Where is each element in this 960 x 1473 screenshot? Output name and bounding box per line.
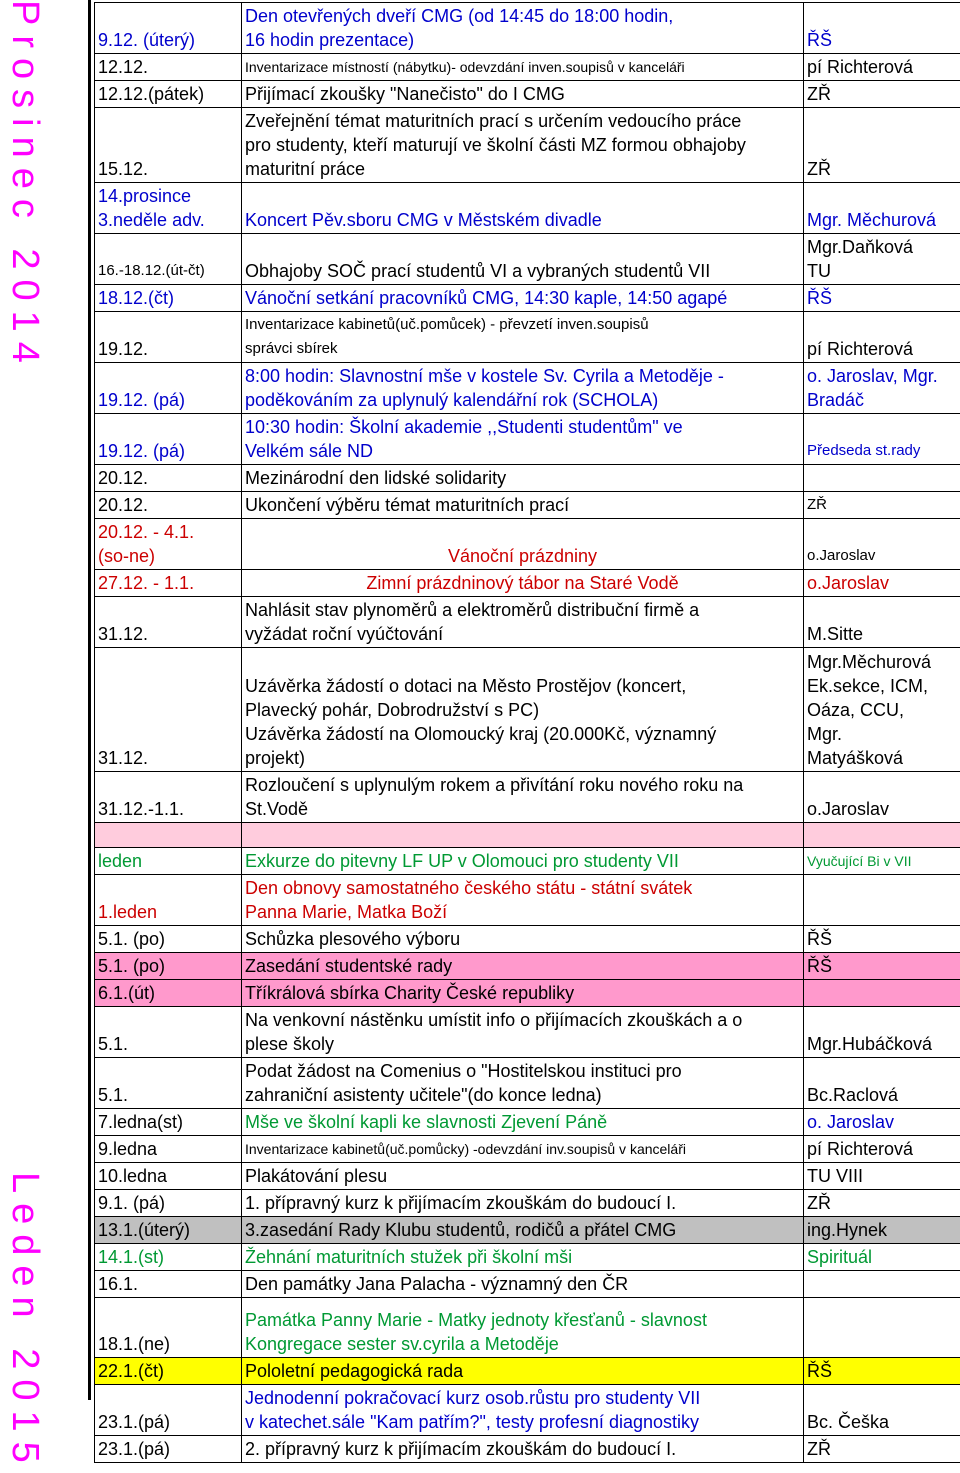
event-description-cell: Vánoční prázdniny bbox=[242, 519, 804, 570]
event-description-cell: 8:00 hodin: Slavnostní mše v kostele Sv. Cyrila a Metoděje - poděkováním za uplynulý kalendářní rok (SCHOLA) bbox=[242, 363, 804, 414]
event-row bbox=[95, 519, 960, 570]
event-date-cell: 31.12.-1.1. bbox=[95, 772, 242, 823]
event-responsible-cell: pí Richterová bbox=[804, 312, 960, 363]
event-description-cell: Památka Panny Marie - Matky jednoty křesťanů - slavnost Kongregace sester sv.cyrila a Metoděje bbox=[242, 1298, 804, 1358]
event-description-cell: Nahlásit stav plynoměrů a elektroměrů distribuční firmě a vyžádat roční vyúčtování bbox=[242, 597, 804, 648]
event-date-cell: 14.1.(st) bbox=[95, 1244, 242, 1271]
event-responsible-cell bbox=[804, 875, 960, 926]
event-date-cell: 5.1. (po) bbox=[95, 953, 242, 980]
event-row bbox=[95, 234, 960, 285]
event-row bbox=[95, 183, 960, 234]
event-description-cell: Rozloučení s uplynulým rokem a přivítání roku nového roku na St.Vodě bbox=[242, 772, 804, 823]
event-description-cell: Inventarizace kabinetů(uč.pomůcky) -odevzdání inv.soupisů v kanceláři bbox=[242, 1136, 804, 1163]
separator-cell bbox=[242, 823, 804, 848]
event-date-cell: 20.12. - 4.1. (so-ne) bbox=[95, 519, 242, 570]
event-responsible-cell bbox=[804, 1271, 960, 1298]
event-description-cell: Zimní prázdninový tábor na Staré Vodě bbox=[242, 570, 804, 597]
event-row bbox=[95, 465, 960, 492]
event-responsible-cell: TU VIII bbox=[804, 1163, 960, 1190]
event-date-cell: 9.ledna bbox=[95, 1136, 242, 1163]
event-row bbox=[95, 953, 960, 980]
event-date-cell: 19.12. (pá) bbox=[95, 363, 242, 414]
event-row bbox=[95, 1217, 960, 1244]
event-row bbox=[95, 492, 960, 519]
event-responsible-cell: ZŘ bbox=[804, 1190, 960, 1217]
event-description-cell: Podat žádost na Comenius o "Hostitelskou instituci pro zahraniční asistenty učitele"(do konce ledna) bbox=[242, 1058, 804, 1109]
event-row bbox=[95, 1298, 960, 1358]
event-responsible-cell: ZŘ bbox=[804, 108, 960, 183]
events-table bbox=[94, 2, 960, 1463]
event-responsible-cell: ing.Hynek bbox=[804, 1217, 960, 1244]
event-responsible-cell: M.Sitte bbox=[804, 597, 960, 648]
event-description-cell: Jednodenní pokračovací kurz osob.růstu pro studenty VII v katechet.sále "Kam patřím?", testy profesní diagnostiky bbox=[242, 1385, 804, 1436]
event-responsible-cell: Mgr. Měchurová bbox=[804, 183, 960, 234]
event-description-cell: Na venkovní nástěnku umístit info o přijímacích zkouškách a o plese školy bbox=[242, 1007, 804, 1058]
event-row bbox=[95, 1358, 960, 1385]
event-date-cell: 15.12. bbox=[95, 108, 242, 183]
event-responsible-cell: o.Jaroslav bbox=[804, 519, 960, 570]
separator-cell bbox=[95, 823, 242, 848]
event-description-cell: Exkurze do pitevny LF UP v Olomouci pro studenty VII bbox=[242, 848, 804, 875]
event-row bbox=[95, 1058, 960, 1109]
event-row bbox=[95, 1007, 960, 1058]
event-description-cell: Přijímací zkoušky "Nanečisto" do I CMG bbox=[242, 81, 804, 108]
event-description-cell: Pololetní pedagogická rada bbox=[242, 1358, 804, 1385]
month-sidebar bbox=[0, 0, 88, 1400]
event-row bbox=[95, 1190, 960, 1217]
month-label-december: Prosinec 2014 bbox=[3, 0, 46, 373]
event-date-cell: 18.12.(čt) bbox=[95, 285, 242, 312]
event-date-cell: 5.1. (po) bbox=[95, 926, 242, 953]
sidebar-divider bbox=[88, 0, 91, 1400]
event-description-cell: Uzávěrka žádostí o dotaci na Město Prostějov (koncert, Plavecký pohár, Dobrodružství s PC) Uzávěrka žádostí na Olomoucký kraj (20.000Kč, významný projekt) bbox=[242, 648, 804, 772]
events-table-body bbox=[95, 3, 960, 1463]
separator-cell bbox=[804, 823, 960, 848]
event-description-cell: Vánoční setkání pracovníků CMG, 14:30 kaple, 14:50 agapé bbox=[242, 285, 804, 312]
event-responsible-cell: o.Jaroslav bbox=[804, 570, 960, 597]
event-responsible-cell: Spirituál bbox=[804, 1244, 960, 1271]
event-responsible-cell: ZŘ bbox=[804, 81, 960, 108]
event-responsible-cell bbox=[804, 1298, 960, 1358]
event-description-cell: Plakátování plesu bbox=[242, 1163, 804, 1190]
event-responsible-cell: ŘŠ bbox=[804, 3, 960, 54]
event-row bbox=[95, 1244, 960, 1271]
event-row bbox=[95, 108, 960, 183]
month-label-january: Leden 2015 bbox=[3, 1172, 46, 1473]
event-date-cell: 9.1. (pá) bbox=[95, 1190, 242, 1217]
event-row bbox=[95, 648, 960, 772]
event-date-cell: 1.leden bbox=[95, 875, 242, 926]
event-description-cell: Zveřejnění témat maturitních prací s určením vedoucího práce pro studenty, kteří maturují ve školní části MZ formou obhajoby maturitní práce bbox=[242, 108, 804, 183]
event-row bbox=[95, 926, 960, 953]
event-date-cell: 7.ledna(st) bbox=[95, 1109, 242, 1136]
event-date-cell: 22.1.(čt) bbox=[95, 1358, 242, 1385]
event-description-cell: Mezinárodní den lidské solidarity bbox=[242, 465, 804, 492]
event-responsible-cell: ZŘ bbox=[804, 492, 960, 519]
event-date-cell: 12.12. bbox=[95, 54, 242, 81]
event-responsible-cell bbox=[804, 980, 960, 1007]
event-row bbox=[95, 54, 960, 81]
event-description-cell: Den obnovy samostatného českého státu - státní svátek Panna Marie, Matka Boží bbox=[242, 875, 804, 926]
event-date-cell: 16.1. bbox=[95, 1271, 242, 1298]
event-row bbox=[95, 1436, 960, 1463]
event-date-cell: 20.12. bbox=[95, 465, 242, 492]
event-responsible-cell: Mgr.Daňková TU bbox=[804, 234, 960, 285]
event-row bbox=[95, 570, 960, 597]
event-row bbox=[95, 81, 960, 108]
event-date-cell: 13.1.(úterý) bbox=[95, 1217, 242, 1244]
event-responsible-cell: o. Jaroslav bbox=[804, 1109, 960, 1136]
event-row bbox=[95, 1385, 960, 1436]
event-description-cell: Koncert Pěv.sboru CMG v Městském divadle bbox=[242, 183, 804, 234]
event-responsible-cell: Vyučující Bi v VII bbox=[804, 848, 960, 875]
event-date-cell: 23.1.(pá) bbox=[95, 1436, 242, 1463]
event-row bbox=[95, 312, 960, 363]
event-responsible-cell: ŘŠ bbox=[804, 926, 960, 953]
event-row bbox=[95, 414, 960, 465]
event-date-cell: 12.12.(pátek) bbox=[95, 81, 242, 108]
event-responsible-cell: Mgr.Hubáčková bbox=[804, 1007, 960, 1058]
event-row bbox=[95, 980, 960, 1007]
event-responsible-cell: Bc.Raclová bbox=[804, 1058, 960, 1109]
event-description-cell: Mše ve školní kapli ke slavnosti Zjevení Páně bbox=[242, 1109, 804, 1136]
event-row bbox=[95, 597, 960, 648]
event-description-cell: Inventarizace kabinetů(uč.pomůcek) - převzetí inven.soupisů správci sbírek bbox=[242, 312, 804, 363]
event-date-cell: leden bbox=[95, 848, 242, 875]
event-date-cell: 14.prosince 3.neděle adv. bbox=[95, 183, 242, 234]
event-row bbox=[95, 1271, 960, 1298]
event-responsible-cell: Mgr.Měchurová Ek.sekce, ICM, Oáza, CCU, Mgr. Matyášková bbox=[804, 648, 960, 772]
event-date-cell: 10.ledna bbox=[95, 1163, 242, 1190]
event-responsible-cell: ŘŠ bbox=[804, 285, 960, 312]
event-description-cell: 3.zasedání Rady Klubu studentů, rodičů a přátel CMG bbox=[242, 1217, 804, 1244]
event-description-cell: Žehnání maturitních stužek při školní mši bbox=[242, 1244, 804, 1271]
event-row bbox=[95, 363, 960, 414]
event-responsible-cell: ŘŠ bbox=[804, 953, 960, 980]
event-row bbox=[95, 1163, 960, 1190]
event-date-cell: 6.1.(út) bbox=[95, 980, 242, 1007]
event-responsible-cell: o.Jaroslav bbox=[804, 772, 960, 823]
event-date-cell: 5.1. bbox=[95, 1058, 242, 1109]
event-description-cell: 2. přípravný kurz k přijímacím zkouškám do budoucí I. bbox=[242, 1436, 804, 1463]
event-date-cell: 9.12. (úterý) bbox=[95, 3, 242, 54]
event-date-cell: 19.12. (pá) bbox=[95, 414, 242, 465]
event-responsible-cell: Předseda st.rady bbox=[804, 414, 960, 465]
event-responsible-cell: ZŘ bbox=[804, 1436, 960, 1463]
event-date-cell: 23.1.(pá) bbox=[95, 1385, 242, 1436]
event-description-cell: Ukončení výběru témat maturitních prací bbox=[242, 492, 804, 519]
event-description-cell: Obhajoby SOČ prací studentů VI a vybraných studentů VII bbox=[242, 234, 804, 285]
event-date-cell: 19.12. bbox=[95, 312, 242, 363]
event-date-cell: 5.1. bbox=[95, 1007, 242, 1058]
event-description-cell: Zasedání studentské rady bbox=[242, 953, 804, 980]
event-responsible-cell: pí Richterová bbox=[804, 1136, 960, 1163]
event-date-cell: 18.1.(ne) bbox=[95, 1298, 242, 1358]
event-row bbox=[95, 875, 960, 926]
event-row bbox=[95, 1136, 960, 1163]
event-date-cell: 20.12. bbox=[95, 492, 242, 519]
event-description-cell: Inventarizace místností (nábytku)- odevzdání inven.soupisů v kanceláři bbox=[242, 54, 804, 81]
event-date-cell: 31.12. bbox=[95, 597, 242, 648]
event-description-cell: Den otevřených dveří CMG (od 14:45 do 18:00 hodin, 16 hodin prezentace) bbox=[242, 3, 804, 54]
month-separator-row bbox=[95, 823, 960, 848]
event-description-cell: Tříkrálová sbírka Charity České republiky bbox=[242, 980, 804, 1007]
event-description-cell: 10:30 hodin: Školní akademie ,,Studenti studentům" ve Velkém sále ND bbox=[242, 414, 804, 465]
event-date-cell: 31.12. bbox=[95, 648, 242, 772]
event-row bbox=[95, 772, 960, 823]
event-responsible-cell: pí Richterová bbox=[804, 54, 960, 81]
event-row bbox=[95, 1109, 960, 1136]
event-row bbox=[95, 3, 960, 54]
event-description-cell: 1. přípravný kurz k přijímacím zkouškám do budoucí I. bbox=[242, 1190, 804, 1217]
event-row bbox=[95, 285, 960, 312]
event-responsible-cell: Bc. Češka bbox=[804, 1385, 960, 1436]
event-description-cell: Schůzka plesového výboru bbox=[242, 926, 804, 953]
event-date-cell: 27.12. - 1.1. bbox=[95, 570, 242, 597]
event-date-cell: 16.-18.12.(út-čt) bbox=[95, 234, 242, 285]
event-description-cell: Den památky Jana Palacha - významný den ČR bbox=[242, 1271, 804, 1298]
event-responsible-cell bbox=[804, 465, 960, 492]
event-responsible-cell: ŘŠ bbox=[804, 1358, 960, 1385]
event-row bbox=[95, 848, 960, 875]
event-responsible-cell: o. Jaroslav, Mgr. Bradáč bbox=[804, 363, 960, 414]
